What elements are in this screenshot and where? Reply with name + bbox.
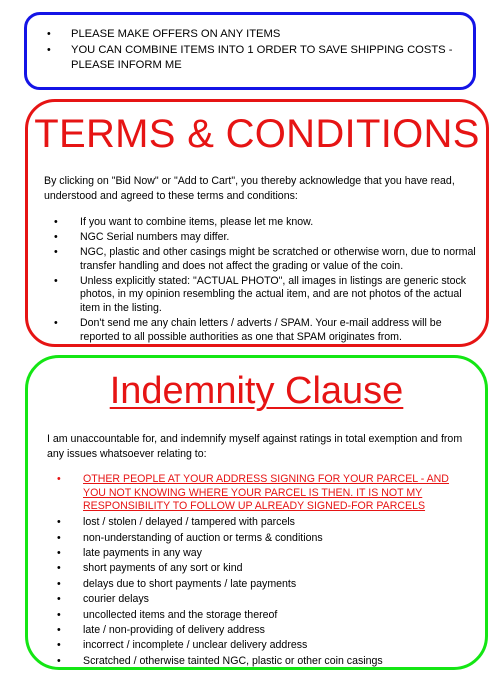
indemnity-item: • late payments in any way	[83, 547, 473, 561]
indemnity-item: • incorrect / incomplete / unclear delivery address	[83, 639, 473, 653]
indemnity-intro: I am unaccountable for, and indemnify myself against ratings in total exemption and from any issues whatsoever relating to:	[47, 433, 463, 460]
terms-intro: By clicking on "Bid Now" or "Add to Cart", you thereby acknowledge that you have read, understood and agreed to these terms and conditions:	[44, 175, 455, 202]
offers-item: • YOU CAN COMBINE ITEMS INTO 1 ORDER TO SAVE SHIPPING COSTS - PLEASE INFORM ME	[71, 43, 471, 74]
indemnity-item: • lost / stolen / delayed / tampered with parcels	[83, 516, 473, 530]
offers-item: • PLEASE MAKE OFFERS ON ANY ITEMS	[71, 27, 471, 43]
indemnity-item: • delays due to short payments / late payments	[83, 578, 473, 592]
indemnity-box	[25, 355, 488, 670]
terms-item: • Unless explicitly stated: "ACTUAL PHOTO", all images in listings are generic stock photos, in my opinion resembling the actual item, and are not photos of the actual item in the listing.	[80, 275, 480, 316]
terms-box	[25, 99, 489, 347]
terms-title: TERMS & CONDITIONS	[34, 112, 480, 156]
indemnity-item: • non-understanding of auction or terms & conditions	[83, 532, 473, 546]
indemnity-item: • Scratched / otherwise tainted NGC, plastic or other coin casings	[83, 655, 473, 669]
terms-item: • NGC Serial numbers may differ.	[80, 231, 480, 245]
indemnity-item: • courier delays	[83, 593, 473, 607]
indemnity-list	[83, 473, 473, 670]
offers-list	[71, 27, 471, 74]
terms-item: • If you want to combine items, please let me know.	[80, 216, 480, 230]
terms-item: • Don't send me any chain letters / adverts / SPAM. Your e-mail address will be reported to all possible authorities as one that SPAM originates from.	[80, 317, 480, 344]
indemnity-warning: • OTHER PEOPLE AT YOUR ADDRESS SIGNING FOR YOUR PARCEL - AND YOU NOT KNOWING WHERE YOUR PARCEL IS THEN. IT IS NOT MY RESPONSIBILITY TO FOLLOW UP ALREADY SIGNED-FOR PARCELS	[83, 473, 473, 514]
offers-box	[24, 12, 476, 90]
indemnity-item: • uncollected items and the storage thereof	[83, 609, 473, 623]
indemnity-item: • short payments of any sort or kind	[83, 562, 473, 576]
terms-item: • NGC, plastic and other casings might be scratched or otherwise worn, due to normal transfer handling and does not affect the grading or value of the coin.	[80, 246, 480, 273]
indemnity-title: Indemnity Clause	[109, 370, 404, 412]
terms-list	[80, 216, 480, 346]
indemnity-item: • late / non-providing of delivery address	[83, 624, 473, 638]
